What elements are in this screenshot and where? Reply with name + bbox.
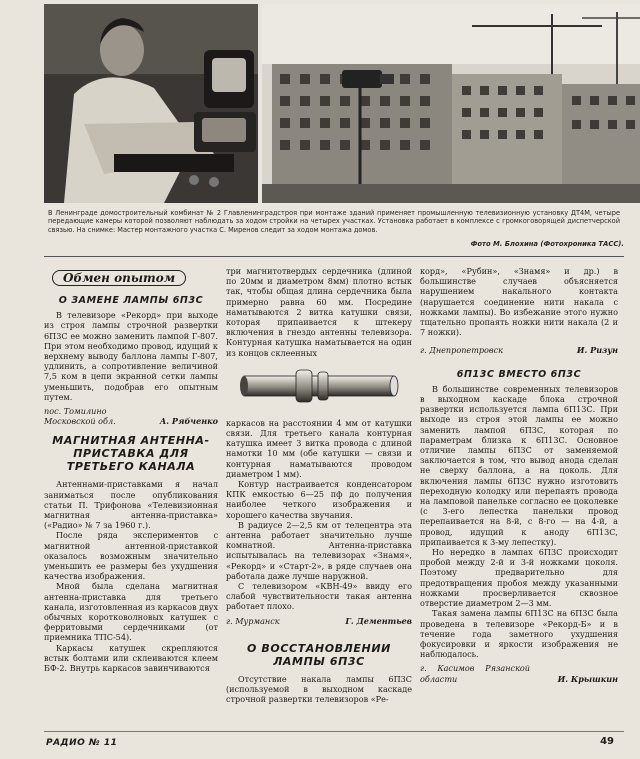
article-title-magnetic-antenna: МАГНИТНАЯ АНТЕННА-ПРИСТАВКА ДЛЯ ТРЕТЬЕГО КАНАЛА	[52, 434, 210, 474]
article-paragraph: Антеннами-приставками я начал заниматься после опубликования статьи П. Трифонова «Телевизионная магнитная антенна-приставка» («Радио» № 7 за 1960 г.).	[44, 479, 218, 531]
article-paragraph: Отсутствие накала лампы 6П3С (используемой в выходном каскаде строчной развертки телевизоров «Ре-	[226, 673, 412, 705]
article-title-6p3s-restoration: О ВОССТАНОВЛЕНИИ ЛАМПЫ 6П3С	[247, 641, 391, 668]
article-signature	[420, 345, 618, 355]
signature-place: г. Касимов Рязанской области	[420, 663, 530, 684]
article-paragraph: В радиусе 2—2,5 км от телецентра эта антенна работает значительно лучше комнатной. Антенна-приставка испытывалась на телевизорах «Знамя», «Рекорд» и «Старт-2», в ряде случаев она работала даже лучше наружной.	[226, 519, 412, 581]
section-divider	[44, 256, 624, 257]
rubric-label	[44, 266, 218, 290]
column-2	[226, 266, 412, 705]
article-signature	[44, 406, 218, 426]
article-paragraph: корд», «Рубин», «Знамя» и др.) в большинстве случаев объясняется нарушением накального контакта (нарушается соединение нити накала с ножками лампы). Во избежание этого нужно тщательно пропаять ножки нити накала (2 и 7 ножки).	[420, 266, 618, 338]
column-3	[420, 266, 618, 684]
signature-author: Г. Дементьев	[345, 615, 412, 626]
article-signature	[226, 616, 412, 626]
photo-credit: Фото М. Блохина (Фотохроника ТАСС).	[470, 240, 624, 248]
signature-author: И. Крышкин	[557, 673, 618, 684]
signature-author: И. Ризун	[576, 345, 618, 356]
signature-place: пос. Томилино Московской обл.	[44, 406, 116, 427]
article-paragraph: Каркасы катушек скрепляются встык болтами или склеиваются клеем БФ-2. Внутрь каркасов завинчиваются	[44, 642, 218, 674]
column-1	[44, 266, 218, 673]
article-paragraph: три магнитотвердых сердечника (длиной по 20мм и диаметром 8мм) плотно встык так, чтобы общая длина сердечника была примерно равна 60 мм. Посредине наматываются 2 витка катушки связи, которая припаивается к штекеру включения в гнездо антенны телевизора. Контурная катушка наматывается на один из концов склеенных	[226, 266, 412, 358]
photo-operator-at-monitors	[44, 4, 258, 203]
article-paragraph: Но нередко в лампах 6П3С происходит пробой между 2-й и 3-й ножками цоколя. Поэтому предварительно для предотвращения пробоя между указанными ножками просверливается сквозное отверстие диаметром 2—3 мм.	[420, 547, 618, 609]
signature-author: А. Рябченко	[159, 416, 218, 427]
antenna-coil-illustration	[226, 360, 412, 412]
article-paragraph: Контур настраивается конденсатором КПК емкостью 6—25 пф до получения наиболее четкого изображения и хорошего качества звучания.	[226, 479, 412, 520]
article-title-6p13s-instead-6p3s: 6П13С ВМЕСТО 6П3С	[456, 368, 582, 380]
page-number: 49	[600, 736, 614, 747]
article-paragraph: После ряда экспериментов с магнитной антенной-приставкой оказалось возможным значительно уменьшить ее размеры без ухудшения качества изображения.	[44, 530, 218, 582]
photo-construction-site	[262, 4, 640, 203]
article-signature	[420, 663, 618, 683]
article-paragraph: Мной была сделана магнитная антенна-приставка для третьего канала, изготовленная из каркасов двух обычных коротковолновых катушек с ферритовыми сердечниками (от приемника ТПС-54).	[44, 581, 219, 643]
signature-place: г. Днепропетровск	[420, 345, 504, 356]
article-paragraph: В большинстве современных телевизоров в выходном каскаде блока строчной развертки используется лампа 6П13С. При выходе из строя этой лампы ее можно заменить лампой 6П3С, которая по параметрам близка к 6П13С. Основное отличие лампы 6П3С от заменяемой заключается в том, что вывод анода сделан не сверху баллона, а на цоколь. Для включения лампы 6П3С нужно изготовить переходную колодку или перепаять провода на ламповой панельке согласно ее цоколевке (с 3-его лепестка панельки провод перепаивается на 8-й, с 8-го — на 4-й, а провод, идущий к аноду 6П13С, припаивается к 3-му лепестку).	[420, 383, 618, 547]
footer-divider	[44, 731, 624, 732]
magazine-issue-label: РАДИО № 11	[46, 738, 118, 748]
article-paragraph: В телевизоре «Рекорд» при выходе из строя лампы строчной развертки 6П3С ее можно заменить лампой Г-807. При этом необходимо провод, идущий к верхнему выводу баллона лампы Г-807, удлинить, а сопротивление величиной 7,5 ком в цепи экранной сетки лампы уменьшить, подобрав его опытным путем.	[44, 310, 218, 402]
article-paragraph: Такая замена лампы 6П13С на 6П3С была проведена в телевизоре «Рекорд-Б» и в течение года заметного ухудшения фокусировки и яркости изображения не наблюдалось.	[420, 608, 618, 660]
article-title-6p3s-replacement: О ЗАМЕНЕ ЛАМПЫ 6П3С	[58, 295, 204, 306]
rubric-frame: Обмен опытом	[52, 270, 186, 286]
article-paragraph: С телевизором «КВН-49» ввиду его слабой чувствительности такая антенна работает плохо.	[226, 581, 412, 612]
photo-caption: В Ленинграде домостроительный комбинат № 2 Главленинградстроя при монтаже зданий применяет промышленную телевизионную установку ДТ4М, четыре передающие камеры которой позволяют наблюдать за ходом стройки на четырех участках. Установка работает в комплексе с громкоговорящей диспетчерской связью. На снимке: Мастер монтажного участка С. Миренов следит за ходом монтажа домов.	[48, 209, 620, 234]
signature-place: г. Мурманск	[226, 615, 280, 626]
article-paragraph: каркасов на расстоянии 4 мм от катушки связи. Для третьего канала контурная катушка имеет 3 витка провода с длиной намотки 10 мм (обе катушки — связи и контурная наматываются проводом диаметром 1 мм).	[226, 417, 412, 479]
